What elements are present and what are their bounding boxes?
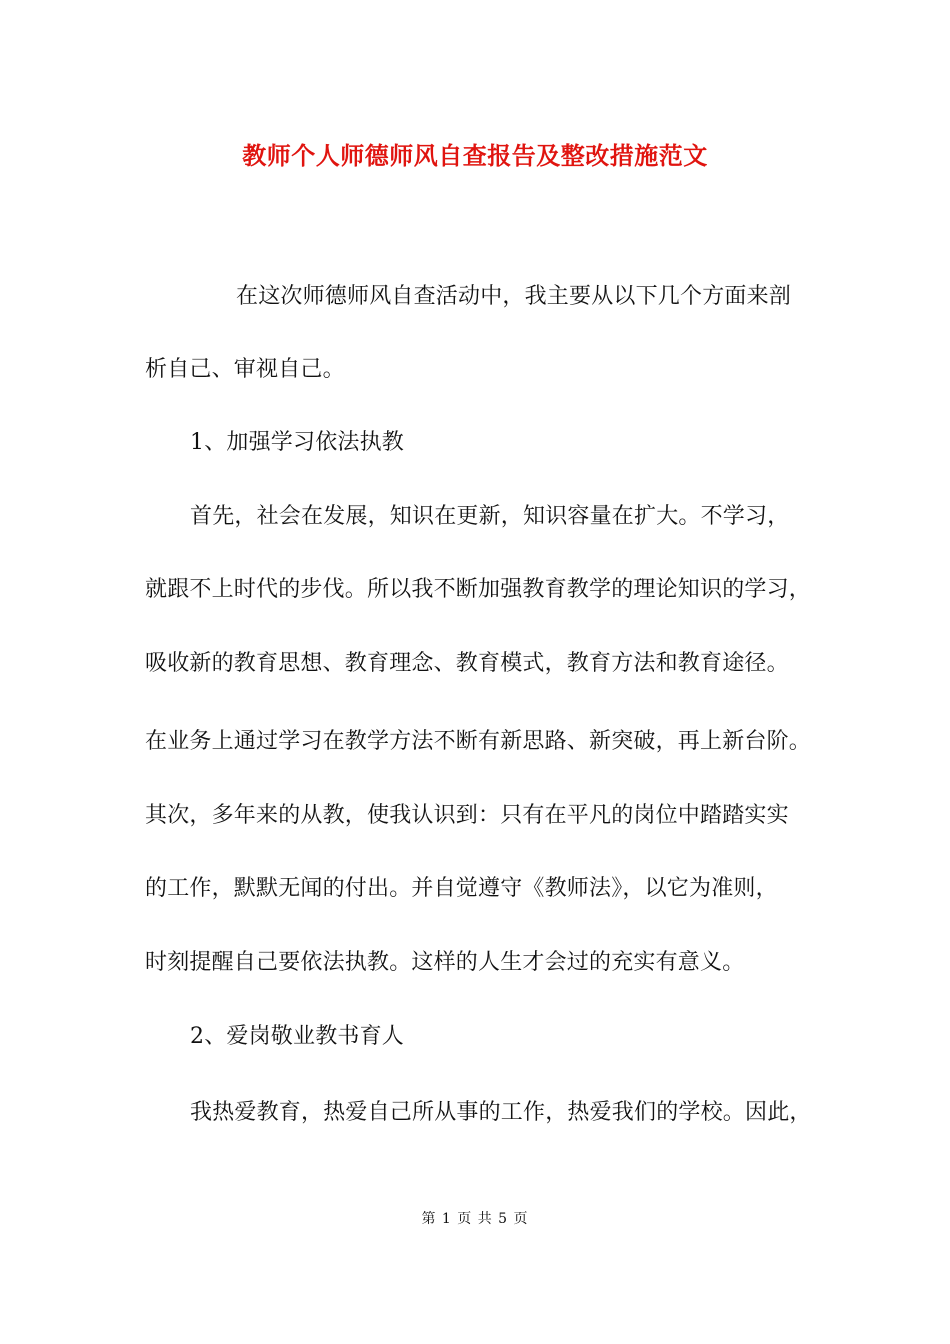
section-heading: 2、爱岗敬业教书育人 [190, 1024, 404, 1049]
paragraph-line: 在这次师德师风自查活动中，我主要从以下几个方面来剖 [236, 284, 792, 309]
paragraph-line: 吸收新的教育思想、教育理念、教育模式，教育方法和教育途径。 [145, 651, 789, 676]
paragraph-line: 的工作，默默无闻的付出。并自觉遵守《教师法》，以它为准则， [145, 876, 778, 901]
paragraph-line: 其次，多年来的从教，使我认识到：只有在平凡的岗位中踏踏实实 [145, 803, 789, 828]
document-title: 教师个人师德师风自查报告及整改措施范文 [242, 141, 708, 170]
paragraph-line: 在业务上通过学习在教学方法不断有新思路、新突破，再上新台阶。 [145, 729, 812, 754]
paragraph-line: 我热爱教育，热爱自己所从事的工作，热爱我们的学校。因此， [190, 1100, 812, 1125]
page-footer: 第 1 页 共 5 页 [421, 1211, 529, 1227]
paragraph-line: 析自己、审视自己。 [145, 357, 345, 382]
section-heading: 1、加强学习依法执教 [190, 430, 404, 455]
paragraph-line: 就跟不上时代的步伐。所以我不断加强教育教学的理论知识的学习， [145, 577, 812, 602]
paragraph-line: 时刻提醒自己要依法执教。这样的人生才会过的充实有意义。 [145, 950, 745, 975]
paragraph-line: 首先，社会在发展，知识在更新，知识容量在扩大。不学习， [190, 504, 790, 529]
